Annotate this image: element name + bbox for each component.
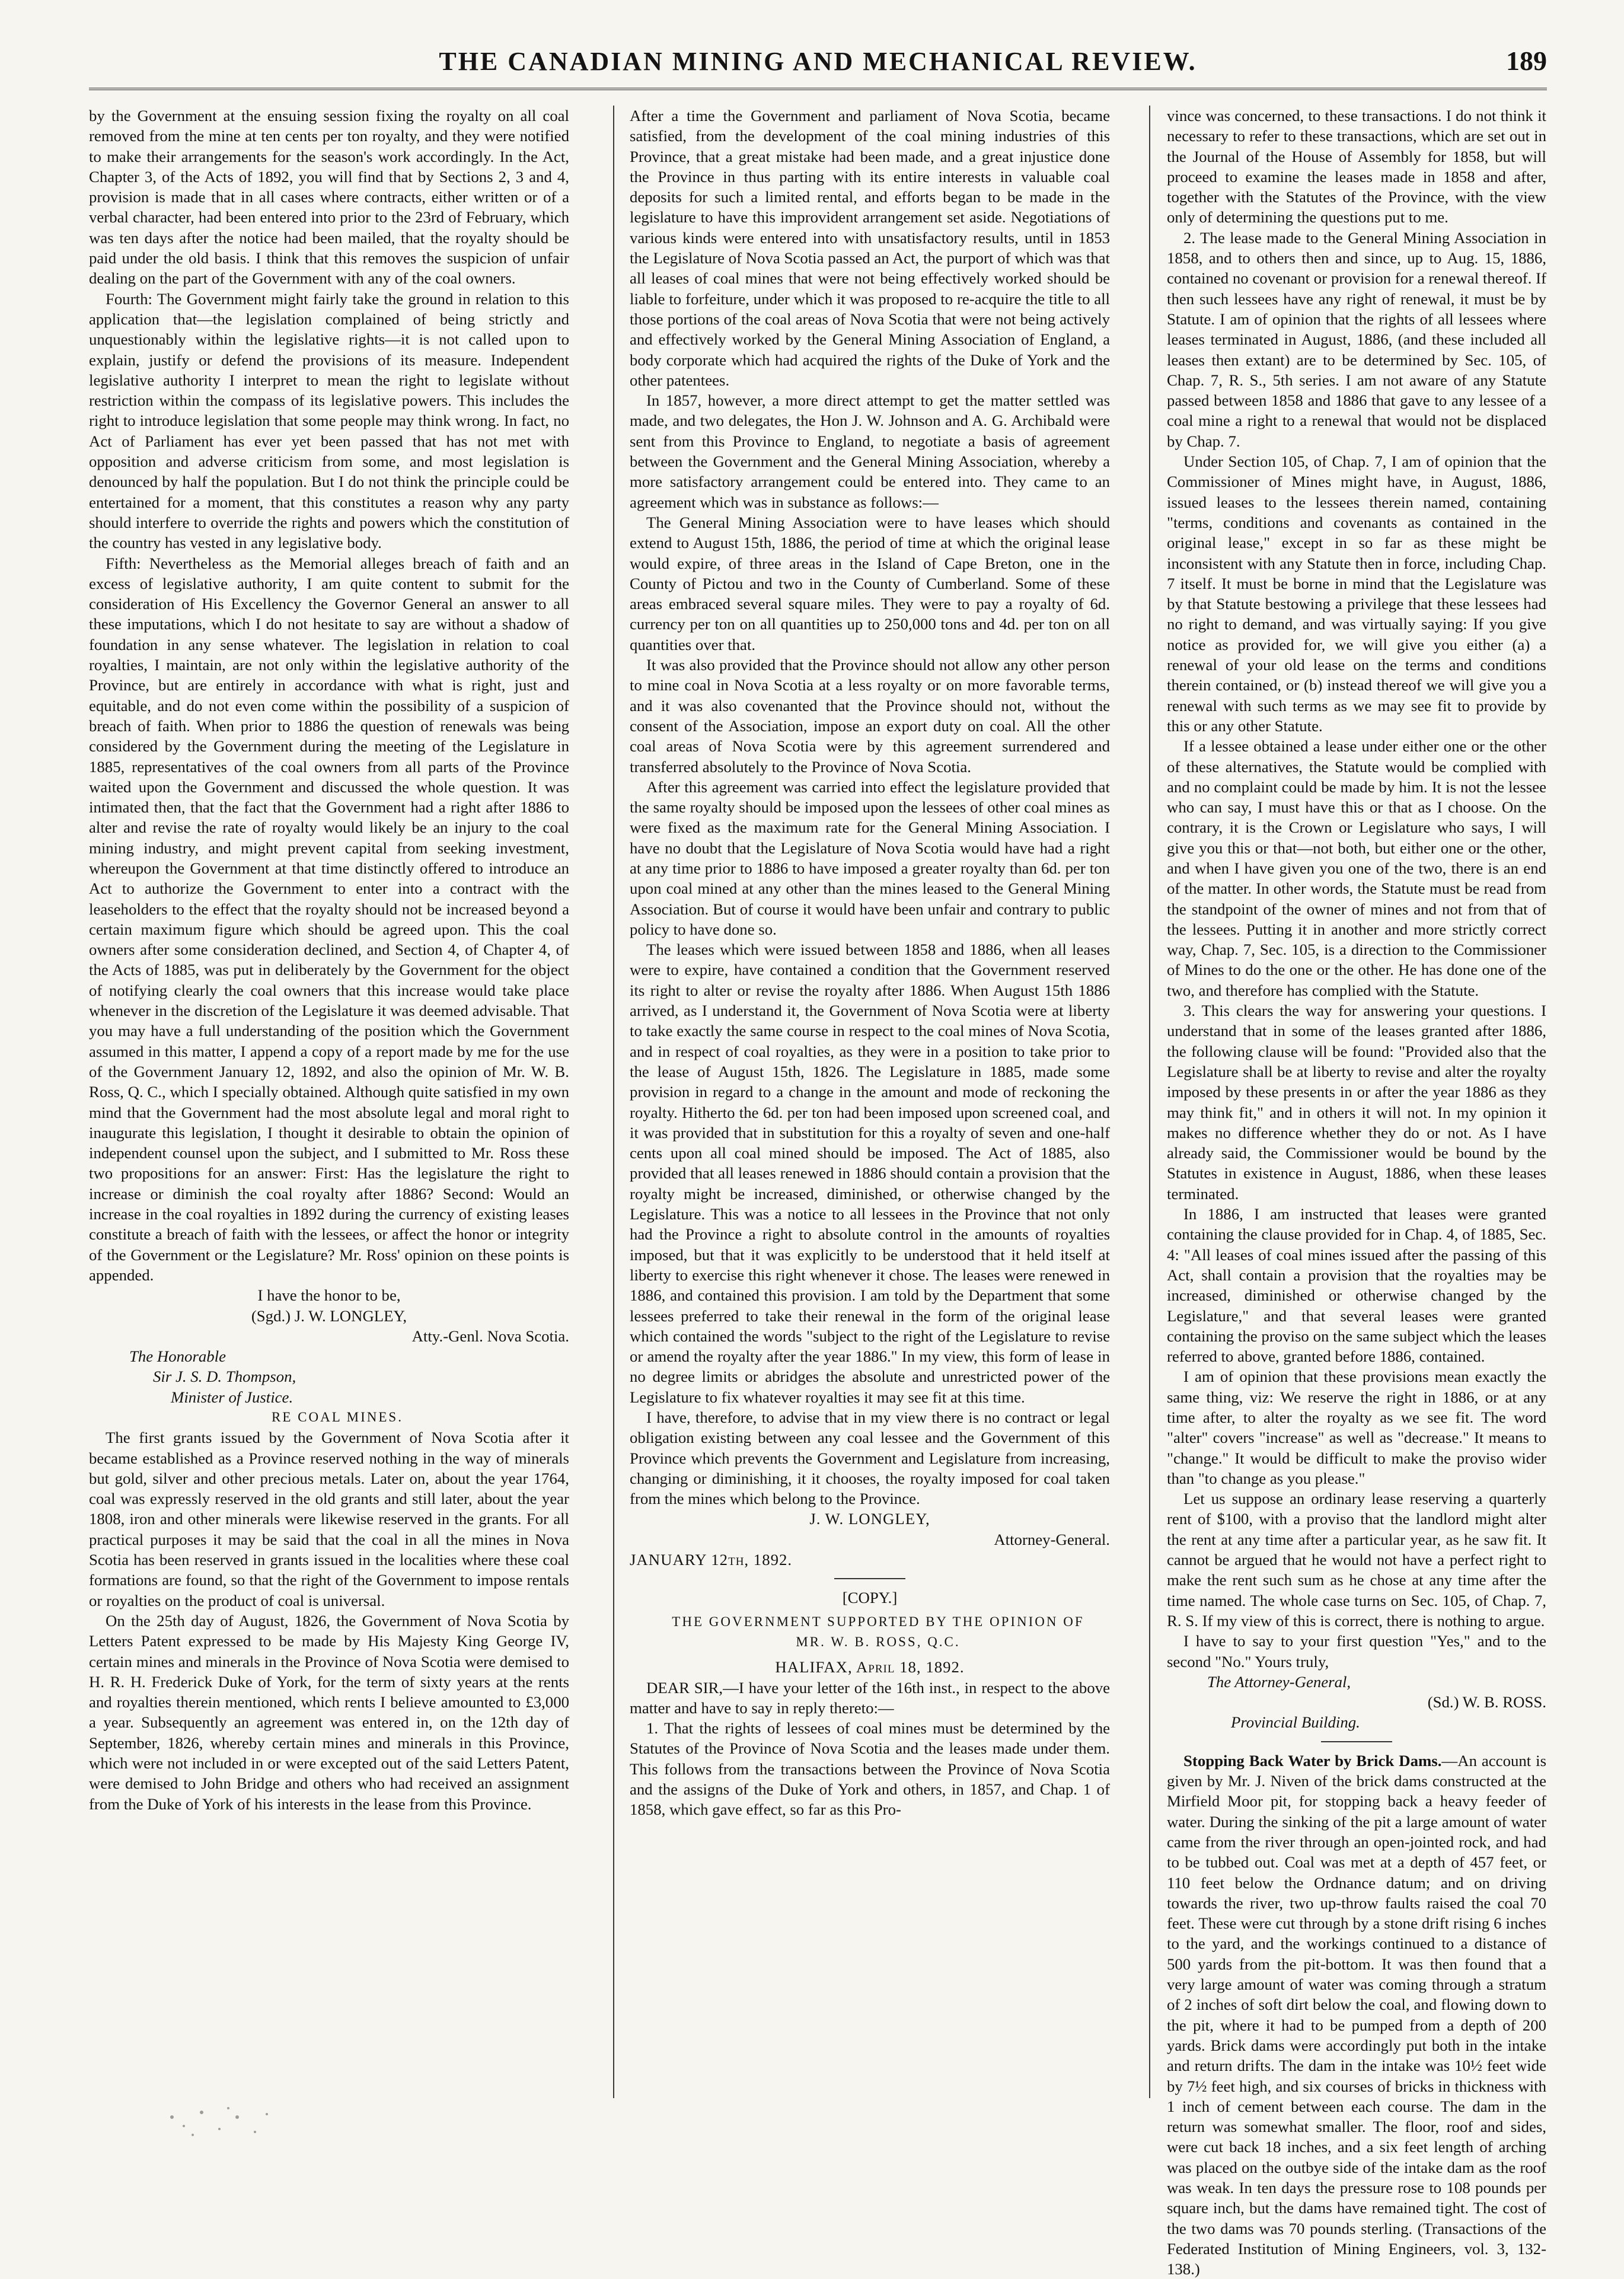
page-number: 189 [1506,46,1547,76]
divider [1321,1741,1392,1742]
article-body: —An account is given by Mr. J. Niven of the brick dams constructed at the Mirfield Moor pit, for stopping back a heavy feeder of water. During the sinking of the pit a large amount of water came from the river through an open-jointed rock, and had to be tubbed out. Coal was met at a depth of 457 feet, or 110 feet below the Ordnance datum; and on driving towards the river, two up-throw faults raised the coal 70 feet. These were cut through by a stone drift rising 6 inches to the yard, and the workings continued to a distance of 500 yards from the pit-bottom. It was then found that a very large amount of water was coming through a stratum of 2 inches of soft dirt below the coal, and flowing down to the pit, where it had to be pumped from a depth of 200 yards. Brick dams were accordingly put both in the intake and return drifts. The dam in the intake was 10½ feet wide by 7½ feet high, and six courses of bricks in thickness with 1 inch of cement between each course. The dam in the return was somewhat smaller. The floor, roof and sides, were cut back 18 inches, and a six feet length of arching was placed on the outbye side of the intake dam as the roof was weak. In ten days the pressure rose to 108 pounds per square inch, but the dams have remained tight. The cost of the two dams was 70 pounds sterling. (Transactions of the Federated Institution of Mining Engineers, vol. 3, 132-138.) [1167,1751,1547,2278]
paragraph: The first grants issued by the Government of Nova Scotia after it became established as a Province reserved nothing in the way of minerals but gold, silver and other precious metals. Later on, about the year 1764, coal was expressly reserved in the old grants and still later, about the year 1808, iron and other minerals were likewise reserved in the grants. For all practical purposes it may be said that the coal in all the mines in Nova Scotia has been reserved in grants issued in the localities where these coal formations are found, so that the right of the Government to impose rentals or royalties on the product of coal is universal. [89,1429,569,1609]
signature: J. W. LONGLEY, [809,1510,930,1528]
paragraph: vince was concerned, to these transactions. I do not think it necessary to refer to these transactions, which are set out in the Journal of the House of Assembly for 1858, but will proceed to examine the leases made in 1858 and after, together with the Statutes of the Province, with the view only of determining the questions put to me. [1167,107,1546,227]
column-middle [630,106,1110,2098]
column-right [1167,106,1547,2278]
column-rule [1149,106,1150,2098]
paragraph: DEAR SIR,—I have your letter of the 16th inst., in respect to the above matter and have to say in reply thereto:— [630,1678,1110,1717]
paragraph: The General Mining Association were to have leases which should extend to August 15th, 1886, the period of time at which the original lease would expire, of three areas in the Island of Cape Breton, one in the County of Pictou and two in the County of Cumberland. Some of these areas embraced several square miles. They were to pay a royalty of 6d. currency per ton on all quantities up to 250,000 tons and 4d. per ton on all quantities over that. [630,513,1110,654]
paragraph: Let us suppose an ordinary lease reserving a quarterly rent of $100, with a proviso that the landlord might alter the rent at any time after a particular year, as he saw fit. It cannot be argued that he would not have a perfect right to make the rent such sum as he chose at any time after the time named. The whole case turns on Sec. 105, of Chap. 7, R. S. If my view of this is correct, there is nothing to argue. [1167,1490,1546,1630]
signature: (Sd.) W. B. ROSS. [1427,1693,1546,1711]
paragraph: After a time the Government and parliament of Nova Scotia, became satisfied, from the development of the coal mining industries of this Province, that a great mistake had been made, and a great injustice done the Province in thus parting with its entire interests in valuable coal deposits for such a limited rental, and efforts began to be made in the legislature to have this improvident arrangement set aside. Negotiations of various kinds were entered into with unsatisfactory results, until in 1853 the Legislature of Nova Scotia passed an Act, the purport of which was that all leases of coal mines that were not being effectively worked should be liable to forfeiture, under which it was proposed to re-acquire the title to all those portions of the coal areas of Nova Scotia that were not being actively and effectively worked by the General Mining Association of England, a body corporate which had acquired the rights of the Duke of York and the other patentees. [630,107,1110,389]
section-heading: MR. W. B. ROSS, Q.C. [796,1634,961,1649]
paragraph: I have to say to your first question "Yes," and to the second "No." Yours truly, [1167,1632,1546,1671]
addressee-line: Minister of Justice. [171,1388,293,1406]
addressee-line: The Honorable [129,1347,226,1366]
place-date: HALIFAX, April 18, 1892. [775,1658,965,1676]
letter-closing: I have the honor to be, [257,1286,401,1305]
paragraph: Fourth: The Government might fairly take the ground in relation to this application that—the legislation complained of being strictly and unquestionably within the legislative rights—it is not called upon to explain, justify or defend the provisions of its measure. Independent legislative authority I interpret to mean the right to legislate without restriction within the compass of its legislative powers. This includes the right to introduce legislation that some people may think wrong. In fact, no Act of Parliament has ever yet been passed that has not met with opposition and adverse criticism from some, and most legislation is denounced by half the population. But I do not think the principle could be entertained for a moment, that this constitutes a reason why any party should interfere to override the rights and powers which the constitution of the country has vested in any legislative body. [89,289,569,552]
paragraph: 1. That the rights of lessees of coal mines must be determined by the Statutes of the Province of Nova Scotia and the leases made under them. This follows from the transactions between the Province of Nova Scotia and the assigns of the Duke of York and others, in 1857, and Chap. 1 of 1858, which gave effect, so far as this Pro- [630,1719,1110,1819]
section-heading: RE COAL MINES. [272,1410,403,1424]
article-lead: Stopping Back Water by Brick Dams. [1183,1751,1442,1770]
addressee-line: Provincial Building. [1231,1713,1360,1732]
journal-title: THE CANADIAN MINING AND MECHANICAL REVIEW. [439,47,1197,76]
paragraph: It was also provided that the Province should not allow any other person to mine coal in Nova Scotia at a less royalty or on more favorable terms, and it was also covenanted that the Province should not, without the consent of the Association, impose an export duty on coal. All the other coal areas of Nova Scotia were by this agreement surrendered and transferred absolutely to the Province of Nova Scotia. [630,656,1110,776]
divider [834,1578,905,1579]
paragraph: Under Section 105, of Chap. 7, I am of opinion that the Commissioner of Mines might have, in August, 1886, issued leases to the lessees therein named, containing "terms, conditions and covenants as contained in the original lease," except in so far as these might be inconsistent with any Statute then in force, including Chap. 7 itself. It must be borne in mind that the Legislature was by that Statute bestowing a privilege that these lessees had no right to demand, and was virtually saying: If you give notice as provided for, we will give you either (a) a renewal of your old lease on the terms and conditions therein contained, or (b) instead thereof we will give you a renewal with such terms as we may see fit to provide by this or any other Statute. [1167,452,1546,735]
addressee-line: The Attorney-General, [1207,1672,1351,1691]
section-heading: THE GOVERNMENT SUPPORTED BY THE OPINION OF [672,1614,1084,1629]
paragraph: by the Government at the ensuing session fixing the royalty on all coal removed from the mine at ten cents per ton royalty, and they were notified to make their arrangements for the season's work accordingly. In the Act, Chapter 3, of the Acts of 1892, you will find that by Sections 2, 3 and 4, provision is made that in all cases where contracts, either written or of a verbal character, had been entered into prior to the 23rd of February, which was ten days after the notice had been mailed, that the royalty should be paid under the old basis. I think that this removes the suspicion of unfair dealing on the part of the Government with any of the coal owners. [89,107,569,288]
paragraph: 2. The lease made to the General Mining Association in 1858, and to others then and since, up to Aug. 15, 1886, contained no covenant or provision for a renewal thereof. If then such lessees have any right of renewal, it must be by Statute. I am of opinion that the rights of all lessees where leases terminated in August, 1886, (and these included all leases then extant) are to be determined by Sec. 105, of Chap. 7, R. S., 5th series. I am not aware of any Statute passed between 1858 and 1886 that gave to any lessee of a coal mine a right to a renewal that would not be displaced by Chap. 7. [1167,228,1546,450]
copy-label: [COPY.] [842,1589,898,1607]
paragraph: If a lessee obtained a lease under either one or the other of these alternatives, the Statute would be complied with and no complaint could be made by him. It is not the lessee who can say, I must have this or that as I choose. On the contrary, it is the Crown or Legislature who says, I will give you this or that—not both, but either one or the other, and when I have given you one of the two, there is an end of the matter. In other words, the Statute must be read from the standpoint of the owner of mines and not from that of the lessees. Putting it in another and more strictly correct way, Chap. 7, Sec. 105, is a direction to the Commissioner of Mines to do the one or the other. He has done one of the two, and therefore has complied with the Statute. [1167,737,1546,999]
paragraph: In 1857, however, a more direct attempt to get the matter settled was made, and two delegates, the Hon J. W. Johnson and A. G. Archibald were sent from this Province to England, to negotiate a basis of agreement between the Government and the General Mining Association, whereby a more satisfactory arrangement could be entered into. They came to an agreement which was in substance as follows:— [630,391,1110,511]
paragraph: In 1886, I am instructed that leases were granted containing the clause provided for in Chap. 4, of 1885, Sec. 4: "All leases of coal mines issued after the passing of this Act, shall contain a provision that the royalties may be increased, diminished or otherwise changed by the Legislature," and that several leases were granted containing the proviso on the same subject which the leases referred to above, granted before 1886, contained. [1167,1205,1546,1366]
paragraph: 3. This clears the way for answering your questions. I understand that in some of the leases granted after 1886, the following clause will be found: "Provided also that the Legislature shall be at liberty to revise and alter the royalty imposed by these presents in or after the year 1886 as they may think fit," and in others it will not. In my opinion it makes no difference whether they do or not. As I have already said, the Commissioner would be bound by the Statutes in existence in August, 1886, when these leases terminated. [1167,1002,1546,1203]
column-left [89,106,569,2098]
letter-date: JANUARY 12th, 1892. [630,1551,793,1569]
column-rule [613,106,614,2098]
ink-smudge-image [148,2099,302,2147]
paragraph: I have, therefore, to advise that in my view there is no contract or legal obligation existing between any coal lessee and the Government of this Province which prevents the Government and Legislature from increasing, changing or diminishing, it it chooses, the royalty imposed for coal taken from the mines which belong to the Province. [630,1408,1110,1508]
paragraph: I am of opinion that these provisions mean exactly the same thing, viz: We reserve the right in 1886, or at any time after, to alter the royalty as we see fit. The word "alter" covers "increase" as well as "decrease." It means to "change." It would be difficult to make the proviso wider than "to change as you please." [1167,1368,1546,1487]
signature-title: Attorney-General. [994,1530,1110,1548]
signature: (Sgd.) J. W. LONGLEY, [251,1306,407,1325]
paragraph: The leases which were issued between 1858 and 1886, when all leases were to expire, have contained a condition that the Government reserved its right to alter or revise the royalty after 1886. When August 15th 1886 arrived, as I understand it, the Government of Nova Scotia were at liberty to take exactly the same course in respect to the coal mines of Nova Scotia, and in respect of coal royalties, as they were in a position to take prior to the lease of August 15th, 1826. The Legislature in 1885, made some provision in regard to a change in the amount and mode of reckoning the royalty. Hitherto the 6d. per ton had been imposed upon screened coal, and it was provided that in substitution for this a royalty of seven and one-half cents upon all coal mined should be imposed. The Act of 1885, also provided that all leases renewed in 1886 should contain a provision that the royalty might be increased, diminished, or otherwise changed by the Legislature. This was a notice to all lessees in the Province that not only had the Province a right to absolute control in the amounts of royalties imposed, but that it was explicitly to be understood that it held itself at liberty to exercise this right whenever it chose. The leases were renewed in 1886, and contained this provision. I am told by the Department that some lessees preferred to take their renewal in the form of the original lease which contained the words "subject to the right of the Legislature to revise or amend the royalty after the year 1886." In my view, this form of lease in no degree limits or abridges the absolute and unrestricted power of the Legislature to fix whatever royalties it may see fit at this time. [630,941,1110,1406]
paragraph: On the 25th day of August, 1826, the Government of Nova Scotia by Letters Patent expressed to be made by His Majesty King George IV, certain mines and minerals in the Province of Nova Scotia were demised to H. R. H. Frederick Duke of York, for the term of sixty years at the rents and royalties therein mentioned, which rents I believe amounted to £3,000 a year. Subsequently an agreement was entered in, on the 12th day of September, 1826, whereby certain mines and minerals in this Province, which were not included in or were excepted out of the said Letters Patent, were demised to John Bridge and others who had received an assignment from the Duke of York of his interests in the lease from this Province. [89,1611,569,1813]
paragraph: Fifth: Nevertheless as the Memorial alleges breach of faith and an excess of legislative authority, I am quite content to submit for the consideration of His Excellency the Governor General an answer to all these imputations, which I do not hesitate to say are without a shadow of foundation in any sense whatever. The legislation in relation to coal royalties, I maintain, are not only within the legislative authority of the Province, but are entirely in accordance with what is right, just and equitable, and do not even come within the possibility of a suspicion of breach of faith. When prior to 1886 the question of renewals was being considered by the Government during the meeting of the Legislature in 1885, representatives of the coal owners from all parts of the Province waited upon the Government and discussed the whole question. It was intimated then, that the fact that the Government had a right after 1886 to alter and revise the rate of royalty would likely be an injury to the coal mining industry, and might prevent capital from seeking investment, whereupon the Government at that time distinctly offered to introduce an Act to authorize the Government to enter into a contract with the leaseholders to the effect that the royalty should not be increased beyond a certain maximum figure which should be agreed upon. This the coal owners after some consideration declined, and Section 4, of Chapter 4, of the Acts of 1885, was put in deliberately by the Government for the object of notifying clearly the coal owners that this increase would take place whenever in the discretion of the Legislature it was deemed advisable. That you may have a full understanding of the position which the Government assumed in this matter, I append a copy of a report made by me for the use of the Government January 12, 1892, and also the opinion of Mr. W. B. Ross, Q. C., which I specially obtained. Although quite satisfied in my own mind that the Government had the most absolute legal and moral right to inaugurate this legislation, I thought it desirable to obtain the opinion of independent counsel upon the subject, and I submitted to Mr. Ross these two propositions for an answer: First: Has the legislature the right to increase or diminish the coal royalty after 1886? Second: Would an increase in the coal royalties in 1892 during the currency of existing leases constitute a breach of faith with the lessees, or affect the honor or integrity of the Government or the Legislature? Mr. Ross' opinion on these points is appended. [89,554,569,1284]
article-paragraph [1167,1751,1546,2279]
addressee-line: Sir J. S. D. Thompson, [153,1368,296,1386]
signature-title: Atty.-Genl. Nova Scotia. [411,1327,569,1345]
paragraph: After this agreement was carried into effect the legislature provided that the same royalty should be imposed upon the lessees of other coal mines as were fixed as the maximum rate for the General Mining Association. I have no doubt that the Legislature of Nova Scotia would have had a right at any time prior to 1886 to have imposed a greater royalty than 6d. per ton upon coal mined at any other than the mines leased to the General Mining Association. But of course it would have been unfair and contrary to public policy to have done so. [630,777,1110,938]
running-head [89,46,1547,90]
